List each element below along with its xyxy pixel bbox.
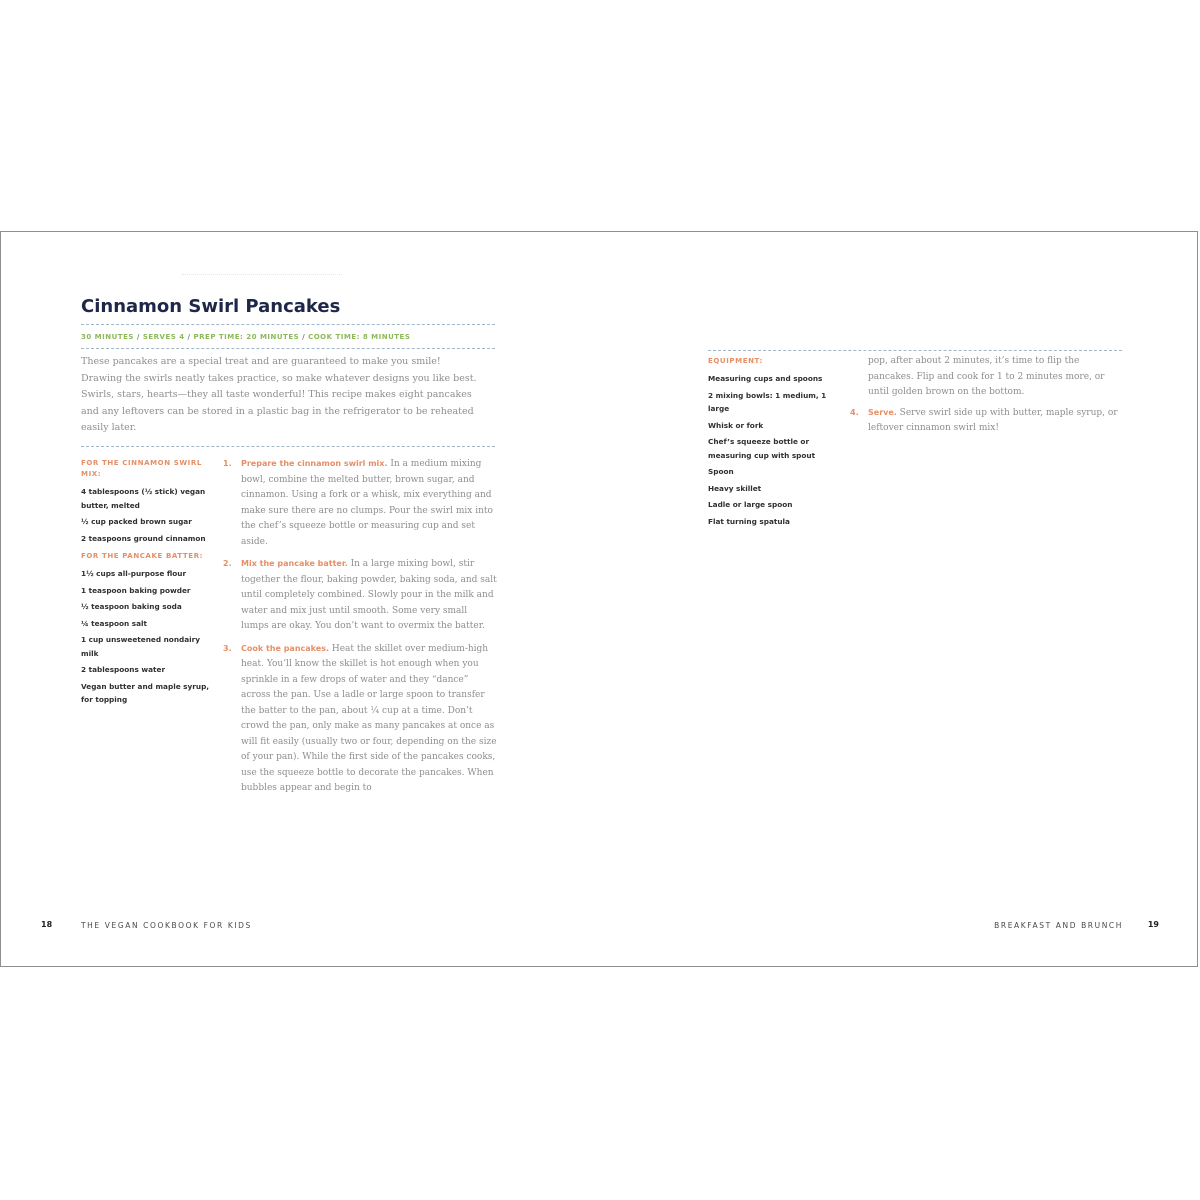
ingredient-item: 2 tablespoons water: [81, 665, 166, 674]
step-lead: Prepare the cinnamon swirl mix.: [241, 459, 388, 468]
equipment-item: Whisk or fork: [708, 420, 764, 430]
equipment-item: Ladle or large spoon: [708, 500, 793, 509]
recipe-intro: These pancakes are a special treat and are guaranteed to make you smile! Drawing the swirls neatly takes practice, so make whatever designs you like best. Swirls, stars, hearts—they all taste wonderful! This recipe makes eight pancakes and any leftovers can be stored in a plastic bag in the refrigerator to be reheated easily later.: [81, 356, 477, 433]
left-page-number: 18: [41, 920, 53, 929]
ingredient-item: ½ teaspoon baking soda: [81, 602, 182, 611]
swirl-mix-list: [81, 485, 216, 545]
pancake-batter-list: [81, 567, 216, 707]
step-number: 1.: [223, 459, 232, 468]
equipment-heading: EQUIPMENT:: [708, 357, 763, 365]
right-page: [600, 232, 1199, 966]
step-lead: Serve.: [868, 407, 897, 417]
step-text: Heat the skillet over medium-high heat. You’ll know the skillet is hot enough when you sprinkle in a few drops of water and they “dance” across the pan. Use a ladle or large spoon to transfer the batter to the pan, about ¼ cup at a time. Don’t crowd the pan, only make as many pancakes at once as will fit easily (usually two or four, depending on the size of your pan). While the first side of the pancakes cooks, use the squeeze bottle to decorate the pancakes. When bubbles appear and begin to: [241, 643, 497, 793]
instruction-step: [223, 641, 497, 797]
meta-divider: [81, 348, 495, 349]
instruction-steps: [223, 456, 497, 803]
instruction-step: [223, 456, 497, 550]
equipment-item: 2 mixing bowls: 1 medium, 1 large: [708, 390, 827, 413]
step-continued-text: pop, after about 2 minutes, it’s time to flip the pancakes. Flip and cook for 1 to 2 minutes more, or until golden brown on the bottom.: [868, 356, 1105, 397]
step-text: In a medium mixing bowl, combine the melted butter, brown sugar, and cinnamon. Using a fork or a whisk, mix everything and make sure there are no clumps. Pour the swirl mix into the chef’s squeeze bottle or measuring cup and set aside.: [241, 459, 493, 547]
swirl-mix-heading: FOR THE CINNAMON SWIRL MIX:: [81, 459, 202, 478]
ingredient-item: Vegan butter and maple syrup, for topping: [81, 681, 210, 704]
right-instructions: [850, 354, 1122, 441]
equipment-list: [708, 372, 843, 528]
right-running-head: BREAKFAST AND BRUNCH: [994, 921, 1123, 930]
step-number: 3.: [223, 643, 232, 653]
left-page: [1, 232, 600, 966]
equipment-item: Chef’s squeeze bottle or measuring cup with spout: [708, 437, 816, 460]
equipment-item: Heavy skillet: [708, 483, 762, 493]
right-top-divider: [708, 350, 1122, 351]
recipe-meta: 30 MINUTES / SERVES 4 / PREP TIME: 20 MINUTES / COOK TIME: 8 MINUTES: [81, 333, 411, 341]
left-running-head: THE VEGAN COOKBOOK FOR KIDS: [81, 921, 252, 930]
ingredient-item: 1 cup unsweetened nondairy milk: [81, 635, 201, 658]
intro-divider: [81, 446, 495, 447]
meta-serves: SERVES 4: [142, 333, 185, 341]
title-divider: [81, 324, 495, 325]
equipment-item: Spoon: [708, 467, 734, 476]
instruction-step: [850, 405, 1122, 437]
ingredients-column: [81, 458, 216, 713]
ingredient-item: 2 teaspoons ground cinnamon: [81, 533, 206, 543]
step-text: Serve swirl side up with butter, maple syrup, or leftover cinnamon swirl mix!: [868, 407, 1118, 433]
recipe-title: Cinnamon Swirl Pancakes: [81, 296, 341, 317]
step-lead: Cook the pancakes.: [241, 643, 329, 653]
equipment-item: Flat turning spatula: [708, 516, 790, 526]
decorative-rule: [182, 274, 342, 275]
step-number: 4.: [850, 407, 859, 417]
book-spread: [0, 231, 1198, 967]
meta-prep-time: PREP TIME: 20 MINUTES: [193, 333, 300, 341]
instruction-step: [223, 556, 497, 635]
ingredient-item: 1 teaspoon baking powder: [81, 585, 191, 595]
equipment-item: Measuring cups and spoons: [708, 374, 823, 383]
step-number: 2.: [223, 559, 232, 568]
step-text: In a large mixing bowl, stir together the flour, baking powder, baking soda, and salt until completely combined. Slowly pour in the milk and water and mix just until smooth. Some very small lumps are okay. You don’t want to overmix the batter.: [241, 559, 497, 631]
ingredient-item: 4 tablespoons (½ stick) vegan butter, melted: [81, 487, 206, 510]
equipment-column: [708, 356, 843, 534]
pancake-batter-heading: FOR THE PANCAKE BATTER:: [81, 552, 204, 560]
meta-total-time: 30 MINUTES: [81, 333, 134, 341]
step-lead: Mix the pancake batter.: [241, 559, 348, 568]
ingredient-item: 1½ cups all-purpose flour: [81, 569, 187, 578]
ingredient-item: ¼ teaspoon salt: [81, 618, 148, 628]
ingredient-item: ½ cup packed brown sugar: [81, 517, 192, 526]
meta-cook-time: COOK TIME: 8 MINUTES: [308, 333, 411, 341]
right-page-number: 19: [1147, 920, 1159, 929]
